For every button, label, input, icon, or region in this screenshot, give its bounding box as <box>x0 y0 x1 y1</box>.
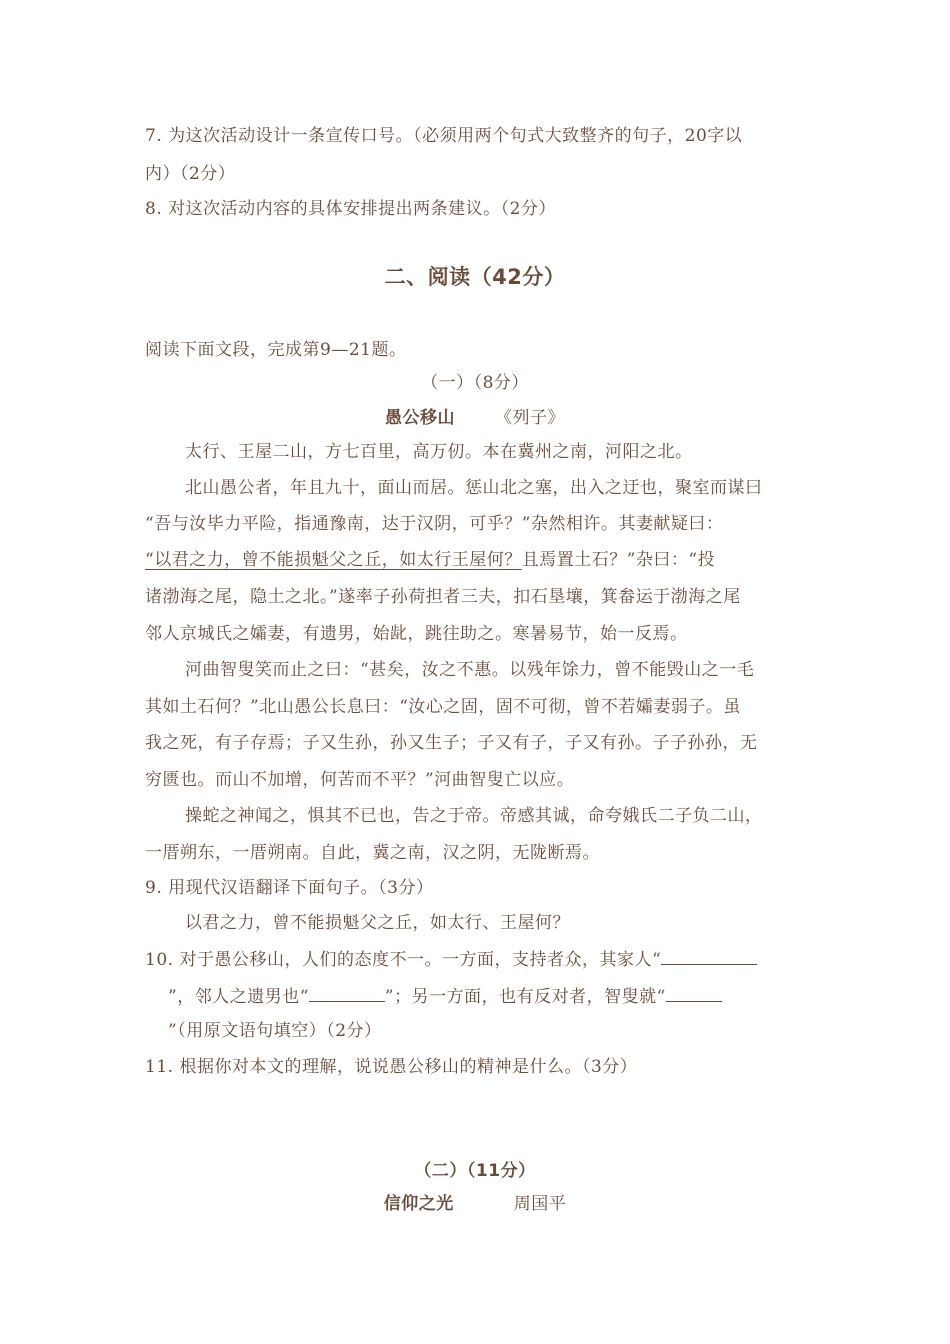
passage-p4-line2: 一厝朔东，一厝朔南。自此，冀之南，汉之阴，无陇断焉。 <box>145 843 600 863</box>
passage-p4-line1: 操蛇之神闻之，惧其不已也，告之于帝。帝感其诚，命夸娥氏二子负二山， <box>185 806 763 826</box>
part2-title: 信仰之光 <box>383 1194 454 1214</box>
question-9-sentence: 以君之力，曾不能损魁父之丘，如太行、王屋何？ <box>185 913 570 933</box>
question-10-text-a: 10. 对于愚公移山，人们的态度不一。一方面，支持者众，其家人“ <box>145 950 662 970</box>
question-9: 9. 用现代汉语翻译下面句子。（3分） <box>145 878 434 898</box>
underlined-sentence: “以君之力，曾不能损魁父之丘，如太行王屋何？ <box>145 550 522 570</box>
answer-blank-3[interactable] <box>666 983 722 1002</box>
section-title: 二、阅读（42分） <box>384 265 566 289</box>
question-10-line3: ”（用原文语句填空）（2分） <box>168 1021 382 1041</box>
passage-p2-line2: “吾与汝毕力平险，指通豫南，达于汉阴，可乎？”杂然相许。其妻献疑曰： <box>145 514 724 534</box>
passage-p2-line3 <box>145 548 715 572</box>
question-10-text-b2: ”；另一方面，也有反对者，智叟就“ <box>384 987 666 1007</box>
passage-p2-line1: 北山愚公者，年且九十，面山而居。惩山北之塞，出入之迂也，聚室而谋曰 <box>185 478 763 498</box>
passage-p2-line3-rest: 且焉置土石？”杂曰：“投 <box>521 550 716 570</box>
passage-p3-line4: 穷匮也。而山不加增，何苦而不平？”河曲智叟亡以应。 <box>145 770 575 790</box>
part1-title: 愚公移山 <box>385 408 455 428</box>
question-10-line1 <box>145 946 757 972</box>
part1-source: 《列子》 <box>495 408 565 428</box>
question-10-line2 <box>168 983 722 1009</box>
question-8: 8. 对这次活动内容的具体安排提出两条建议。（2分） <box>145 199 556 219</box>
part2-heading: （二）（11分） <box>414 1161 536 1181</box>
answer-blank-1[interactable] <box>661 946 757 965</box>
passage-p2-line4: 诸渤海之尾，隐土之北。”遂率子孙荷担者三夫，扣石垦壤，箕畚运于渤海之尾 <box>145 587 741 607</box>
question-7-line2: 内）（2分） <box>145 164 236 184</box>
passage-p1: 太行、王屋二山，方七百里，高万仞。本在冀州之南，河阳之北。 <box>185 442 693 462</box>
reading-intro: 阅读下面文段，完成第9—21题。 <box>145 340 407 360</box>
part1-title-line <box>0 406 950 430</box>
passage-p3-line1: 河曲智叟笑而止之曰：“甚矣，汝之不惠。以残年馀力，曾不能毁山之一毛 <box>185 660 755 680</box>
passage-p3-line3: 我之死，有子存焉；子又生孙，孙又生子；子又有子，子又有孙。子子孙孙，无 <box>145 733 758 753</box>
passage-p3-line2: 其如土石何？”北山愚公长息曰：“汝心之固，固不可彻，曾不若孀妻弱子。虽 <box>145 697 741 717</box>
passage-p2-line5: 邻人京城氏之孀妻，有遗男，始龀，跳往助之。寒暑易节，始一反焉。 <box>145 624 688 644</box>
question-11: 11. 根据你对本文的理解，说说愚公移山的精神是什么。（3分） <box>145 1057 638 1077</box>
question-10-text-b1: ”，邻人之遗男也“ <box>168 987 309 1007</box>
part1-heading: （一）（8分） <box>421 373 529 393</box>
part2-title-line <box>0 1192 950 1216</box>
question-7-line1: 7. 为这次活动设计一条宣传口号。（必须用两个句式大致整齐的句子，20字以 <box>145 126 743 146</box>
answer-blank-2[interactable] <box>309 983 385 1002</box>
part2-author: 周国平 <box>513 1194 567 1214</box>
